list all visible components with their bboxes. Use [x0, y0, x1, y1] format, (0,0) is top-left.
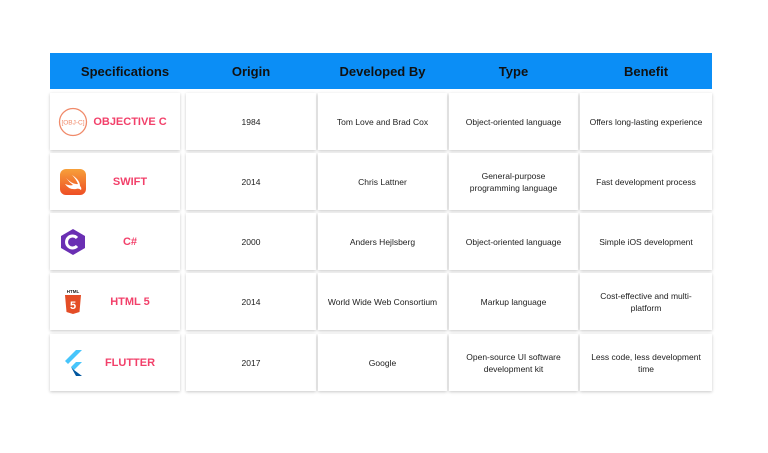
developer-cell: Google — [318, 334, 447, 391]
header-developed-by: Developed By — [339, 64, 426, 79]
svg-text:5: 5 — [69, 299, 77, 312]
svg-text:HTML: HTML — [66, 288, 80, 294]
origin-cell: 2014 — [186, 273, 316, 330]
spec-cell — [50, 213, 180, 270]
language-name: HTML 5 — [110, 295, 150, 308]
benefit-cell: Less code, less development time — [580, 334, 712, 391]
table-row — [50, 334, 712, 391]
language-name: SWIFT — [112, 175, 148, 188]
flutter-icon — [58, 348, 88, 378]
table-row — [50, 93, 712, 150]
table-row — [50, 213, 712, 270]
developer-cell: World Wide Web Consortium — [318, 273, 447, 330]
type-cell: Object-oriented language — [449, 213, 578, 270]
type-cell: Markup language — [449, 273, 578, 330]
spec-cell — [50, 273, 180, 330]
benefit-cell: Cost-effective and multi-platform — [580, 273, 712, 330]
csharp-icon — [58, 227, 88, 257]
origin-cell: 2017 — [186, 334, 316, 391]
origin-cell: 1984 — [186, 93, 316, 150]
developer-cell: Tom Love and Brad Cox — [318, 93, 447, 150]
header-type: Type — [498, 64, 529, 79]
header-origin: Origin — [231, 64, 271, 79]
developer-cell: Anders Hejlsberg — [318, 213, 447, 270]
header-benefit: Benefit — [623, 64, 669, 79]
language-name: FLUTTER — [104, 356, 156, 369]
svg-text:[OBJ-C]: [OBJ-C] — [61, 119, 85, 126]
table-header — [50, 53, 712, 89]
benefit-cell: Simple iOS development — [580, 213, 712, 270]
spec-cell — [50, 93, 180, 150]
header-specifications: Specifications — [80, 64, 170, 79]
spec-cell — [50, 334, 180, 391]
type-cell: Object-oriented language — [449, 93, 578, 150]
origin-cell: 2014 — [186, 153, 316, 210]
type-cell: General-purpose programming language — [449, 153, 578, 210]
benefit-cell: Offers long-lasting experience — [580, 93, 712, 150]
language-name: OBJECTIVE C — [93, 115, 167, 128]
html5-icon — [58, 287, 88, 317]
table-row — [50, 273, 712, 330]
benefit-cell: Fast development process — [580, 153, 712, 210]
type-cell: Open-source UI software development kit — [449, 334, 578, 391]
swift-icon — [58, 167, 88, 197]
language-name: C# — [122, 235, 138, 248]
objective-c-icon — [58, 107, 88, 137]
developer-cell: Chris Lattner — [318, 153, 447, 210]
spec-cell — [50, 153, 180, 210]
origin-cell: 2000 — [186, 213, 316, 270]
table-row — [50, 153, 712, 210]
